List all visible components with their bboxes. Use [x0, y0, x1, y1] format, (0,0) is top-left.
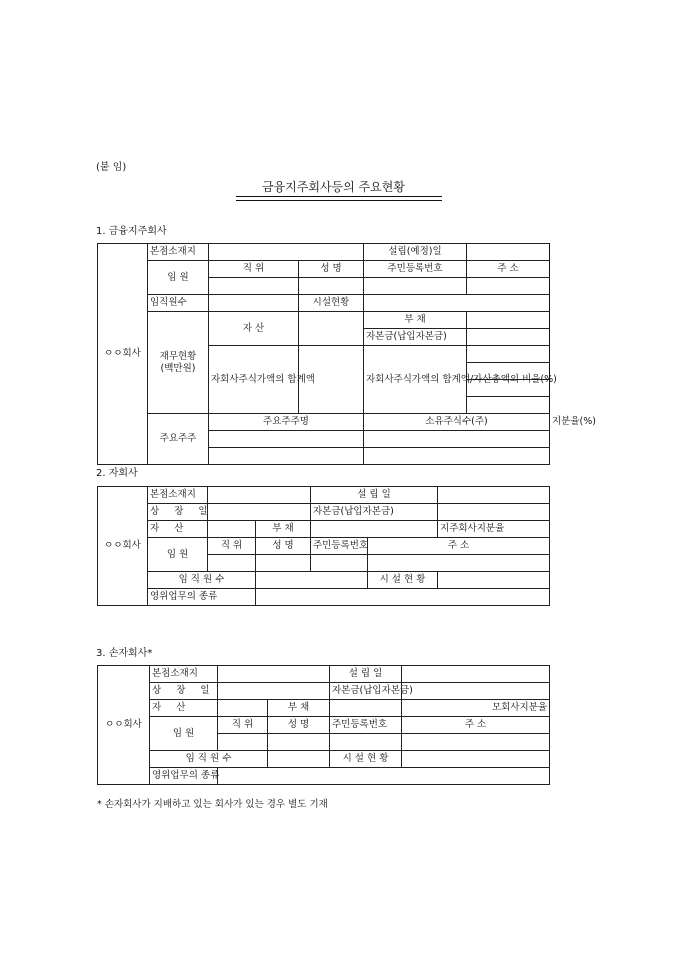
- page-title: 금융지주회사등의 주요현황: [262, 180, 405, 194]
- officer-name-cell[interactable]: [299, 278, 364, 295]
- name-header: 성 명: [299, 261, 364, 278]
- liabilities-label: 부 채: [364, 312, 467, 329]
- hq-value[interactable]: [218, 666, 330, 683]
- est-value[interactable]: [438, 487, 550, 504]
- staff-value[interactable]: [268, 751, 330, 768]
- shareholder-name-cell[interactable]: [209, 431, 364, 448]
- capital-label: 자본금(납입자본금): [364, 329, 467, 346]
- capital-value[interactable]: [402, 683, 550, 700]
- facility-value[interactable]: [364, 295, 550, 312]
- footnote: * 손자회사가 지배하고 있는 회사가 있는 경우 별도 기재: [97, 799, 328, 810]
- holding-company-table: ㅇㅇ회사 본점소재지 설립(예정)일 임 원 직 위 성 명 주민등록번호 주 소 임직원수 시설현황 재무현황 (백만원) 자 산 부 채 자본금(납입자본금) 자회사주식가액의 합계액 자회사주식가액의 합계액/자산총액의 비율(%) 주요주주 주요주주명 소유주식수(주) 지분율(%): [97, 243, 550, 465]
- position-header: 직 위: [209, 261, 299, 278]
- hq-label: 본점소재지: [148, 244, 209, 261]
- assets-value[interactable]: [218, 700, 268, 717]
- appendix-label: (붙 임): [96, 162, 127, 173]
- facility-label: 시 설 현 황: [330, 751, 402, 768]
- liabilities-value[interactable]: [330, 700, 402, 717]
- facility-value[interactable]: [438, 572, 550, 589]
- assets-value[interactable]: [299, 312, 364, 346]
- position-header: 직 위: [218, 717, 268, 734]
- officer-address-cell[interactable]: [368, 555, 550, 572]
- company-label: ㅇㅇ회사: [98, 666, 150, 785]
- capital-value[interactable]: [467, 329, 550, 346]
- officer-rrn-cell[interactable]: [311, 555, 368, 572]
- assets-value[interactable]: [208, 521, 256, 538]
- officer-name-cell[interactable]: [268, 734, 330, 751]
- officer-position-cell[interactable]: [208, 555, 256, 572]
- capital-value[interactable]: [438, 504, 550, 521]
- business-type-label: 영위업무의 종류: [150, 768, 218, 785]
- financial-label: 재무현황 (백만원): [148, 312, 209, 414]
- staff-label: 임직원수: [148, 295, 209, 312]
- est-label: 설립(예정)일: [364, 244, 467, 261]
- shares-owned-header: 소유주식수(주): [364, 414, 550, 431]
- staff-label: 임 직 원 수: [150, 751, 268, 768]
- company-label: ㅇㅇ회사: [98, 487, 148, 606]
- hq-value[interactable]: [209, 244, 364, 261]
- address-header: 주 소: [368, 538, 550, 555]
- parent-ratio-label: 모회사지분율: [402, 700, 550, 717]
- subsidiary-sum-label: 자회사주식가액의 합계액: [209, 346, 299, 414]
- est-value[interactable]: [402, 666, 550, 683]
- officer-rrn-cell[interactable]: [364, 278, 467, 295]
- name-header: 성 명: [268, 717, 330, 734]
- hq-label: 본점소재지: [148, 487, 208, 504]
- shareholder-name-header: 주요주주명: [209, 414, 364, 431]
- listing-date-label: 상 장 일: [148, 504, 208, 521]
- name-header: 성 명: [256, 538, 311, 555]
- listing-date-value[interactable]: [218, 683, 330, 700]
- staff-value[interactable]: [256, 572, 368, 589]
- rrn-header: 주민등록번호: [311, 538, 368, 555]
- staff-label: 임 직 원 수: [148, 572, 256, 589]
- title-double-underline: [236, 196, 442, 201]
- shareholder-name-cell[interactable]: [209, 448, 364, 465]
- officer-position-cell[interactable]: [209, 278, 299, 295]
- subsidiary-table: [97, 486, 550, 606]
- business-type-label: 영위업무의 종류: [148, 589, 256, 606]
- grandchild-company-table: [97, 665, 550, 785]
- facility-value[interactable]: [402, 751, 550, 768]
- liabilities-label: 부 채: [256, 521, 311, 538]
- capital-label: 자본금(납입자본금): [330, 683, 402, 700]
- shares-owned-cell[interactable]: [364, 448, 550, 465]
- shareholders-label: 주요주주: [148, 414, 209, 465]
- ratio-value[interactable]: [467, 346, 550, 363]
- section-1-heading: 1. 금융지주회사: [96, 226, 167, 237]
- rrn-header: 주민등록번호: [330, 717, 402, 734]
- business-type-value[interactable]: [218, 768, 550, 785]
- officers-label: 임 원: [148, 261, 209, 295]
- company-label: ㅇㅇ회사: [98, 244, 148, 465]
- liabilities-value[interactable]: [467, 312, 550, 329]
- est-label: 설 립 일: [330, 666, 402, 683]
- officers-label: 임 원: [150, 717, 218, 751]
- assets-label: 자 산: [209, 312, 299, 346]
- rrn-header: 주민등록번호: [364, 261, 467, 278]
- liabilities-label: 부 채: [268, 700, 330, 717]
- holding-ratio-label: 지주회사지분율: [438, 521, 550, 538]
- officer-address-cell[interactable]: [402, 734, 550, 751]
- section-2-heading: 2. 자회사: [96, 468, 138, 479]
- est-label: 설 립 일: [311, 487, 438, 504]
- hq-label: 본점소재지: [150, 666, 218, 683]
- address-header: 주 소: [467, 261, 550, 278]
- hq-value[interactable]: [208, 487, 311, 504]
- facility-label: 시 설 현 황: [368, 572, 438, 589]
- est-value[interactable]: [467, 244, 550, 261]
- assets-label: 자 산: [150, 700, 218, 717]
- ratio-label: 자회사주식가액의 합계액/자산총액의 비율(%): [364, 346, 467, 414]
- assets-label: 자 산: [148, 521, 208, 538]
- facility-label: 시설현황: [299, 295, 364, 312]
- address-header: 주 소: [402, 717, 550, 734]
- position-header: 직 위: [208, 538, 256, 555]
- business-type-value[interactable]: [256, 589, 550, 606]
- capital-label: 자본금(납입자본금): [311, 504, 438, 521]
- staff-value[interactable]: [209, 295, 299, 312]
- listing-date-label: 상 장 일: [150, 683, 218, 700]
- officer-address-cell[interactable]: [467, 278, 550, 295]
- officer-position-cell[interactable]: [218, 734, 268, 751]
- officer-name-cell[interactable]: [256, 555, 311, 572]
- officer-rrn-cell[interactable]: [330, 734, 402, 751]
- ratio-value-cell[interactable]: [467, 397, 550, 414]
- section-3-heading: 3. 손자회사*: [96, 648, 153, 659]
- officers-label: 임 원: [148, 538, 208, 572]
- liabilities-value[interactable]: [311, 521, 438, 538]
- listing-date-value[interactable]: [208, 504, 311, 521]
- shares-owned-cell[interactable]: [364, 431, 550, 448]
